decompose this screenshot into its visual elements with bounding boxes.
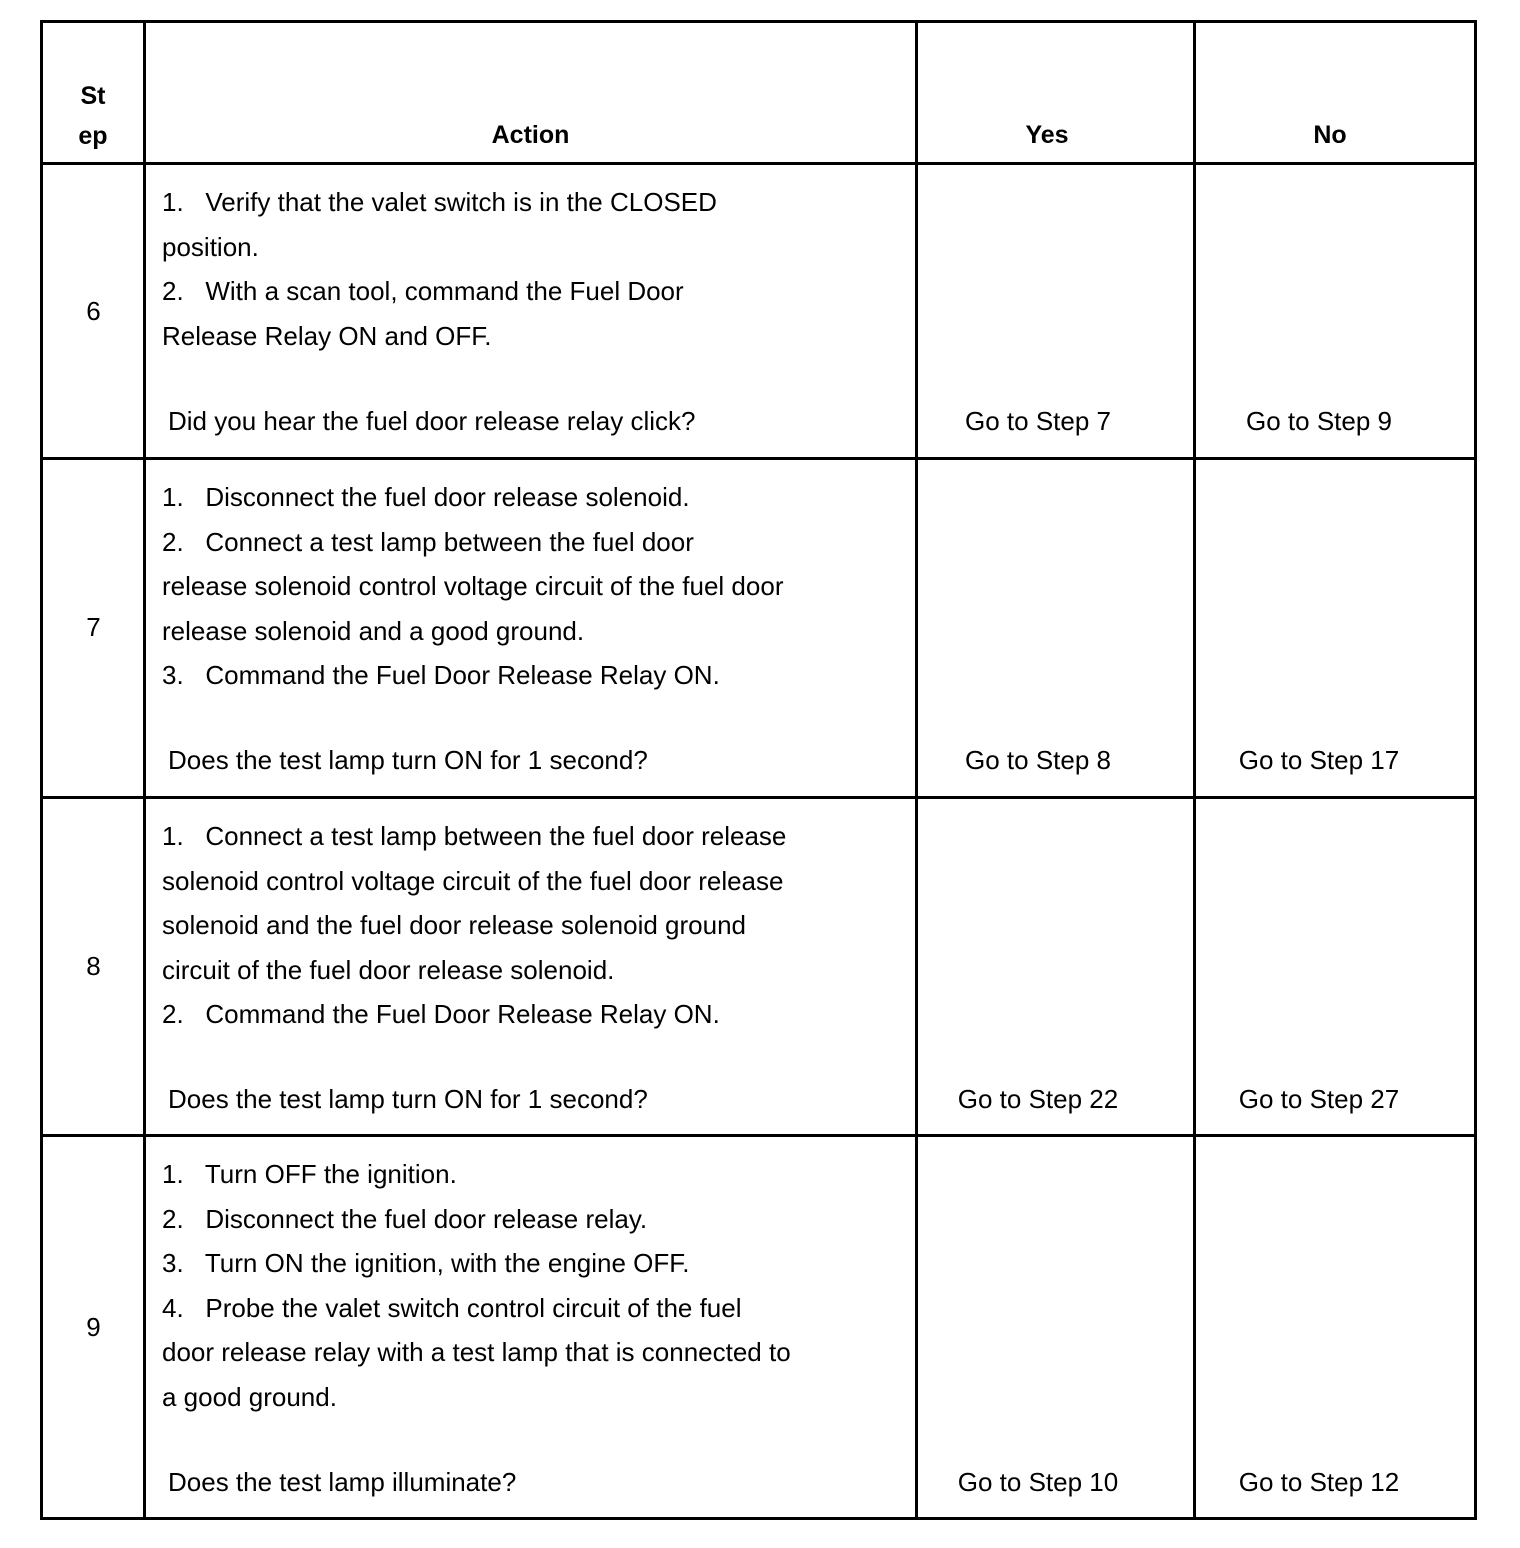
- action-line: 2. With a scan tool, command the Fuel Door: [162, 276, 684, 306]
- step-number: 8: [86, 951, 101, 981]
- action-line: release solenoid and a good ground.: [162, 615, 585, 646]
- step-number: 6: [86, 296, 101, 326]
- action-question: Does the test lamp turn ON for 1 second?: [168, 1084, 648, 1114]
- no-result: Go to Step 9: [1246, 406, 1392, 436]
- action-line: door release relay with a test lamp that is connected to: [162, 1337, 791, 1367]
- action-line: 1. Verify that the valet switch is in the CLOSED: [162, 187, 717, 217]
- no-result: Go to Step 17: [1238, 745, 1400, 775]
- yes-result: Go to Step 7: [965, 406, 1111, 436]
- column-divider-action: [915, 20, 918, 1520]
- step-number: 7: [86, 612, 101, 642]
- header-action: Action: [491, 121, 570, 149]
- table-border-top: [40, 20, 1477, 23]
- action-line: 4. Probe the valet switch control circuit of the fuel: [162, 1292, 742, 1323]
- column-divider-yes: [1193, 20, 1196, 1520]
- action-question: Did you hear the fuel door release relay click?: [168, 406, 696, 436]
- action-line: circuit of the fuel door release solenoid.: [162, 954, 615, 985]
- header-step-line2: ep: [78, 122, 108, 150]
- action-line: 1. Disconnect the fuel door release solenoid.: [162, 482, 690, 512]
- action-steps: [162, 180, 902, 358]
- action-steps: [162, 814, 902, 1037]
- action-steps: [162, 1152, 902, 1419]
- column-divider-step: [143, 20, 146, 1520]
- row-divider: [40, 457, 1477, 460]
- yes-result: Go to Step 10: [957, 1467, 1119, 1497]
- action-line: 1. Turn OFF the ignition.: [162, 1159, 457, 1189]
- action-line: a good ground.: [162, 1381, 337, 1412]
- action-line: 2. Command the Fuel Door Release Relay ON.: [162, 999, 720, 1029]
- no-result: Go to Step 12: [1238, 1467, 1400, 1497]
- table-border-right: [1474, 20, 1477, 1520]
- action-line: position.: [162, 231, 259, 262]
- header-step-line1: St: [80, 82, 106, 110]
- action-line: 2. Disconnect the fuel door release relay.: [162, 1203, 648, 1234]
- action-line: 3. Turn ON the ignition, with the engine OFF.: [162, 1248, 690, 1278]
- action-question: Does the test lamp turn ON for 1 second?: [168, 745, 648, 775]
- action-line: release solenoid control voltage circuit of the fuel door: [162, 571, 784, 601]
- action-line: solenoid control voltage circuit of the fuel door release: [162, 865, 784, 896]
- action-line: 2. Connect a test lamp between the fuel door: [162, 526, 694, 557]
- action-line: 1. Connect a test lamp between the fuel door release: [162, 821, 787, 851]
- action-steps: [162, 475, 902, 698]
- table-border-left: [40, 20, 43, 1520]
- header-divider: [40, 162, 1477, 165]
- table-border-bottom: [40, 1517, 1477, 1520]
- action-line: solenoid and the fuel door release solenoid ground: [162, 910, 746, 940]
- step-number: 9: [86, 1312, 101, 1342]
- row-divider: [40, 796, 1477, 799]
- header-step: [43, 76, 143, 156]
- action-line: Release Relay ON and OFF.: [162, 320, 492, 351]
- row-divider: [40, 1134, 1477, 1137]
- action-line: 3. Command the Fuel Door Release Relay ON.: [162, 660, 720, 690]
- header-yes: Yes: [1025, 121, 1069, 149]
- yes-result: Go to Step 22: [957, 1084, 1119, 1114]
- action-question: Does the test lamp illuminate?: [168, 1467, 517, 1497]
- no-result: Go to Step 27: [1238, 1084, 1400, 1114]
- header-no: No: [1313, 121, 1347, 149]
- yes-result: Go to Step 8: [965, 745, 1111, 775]
